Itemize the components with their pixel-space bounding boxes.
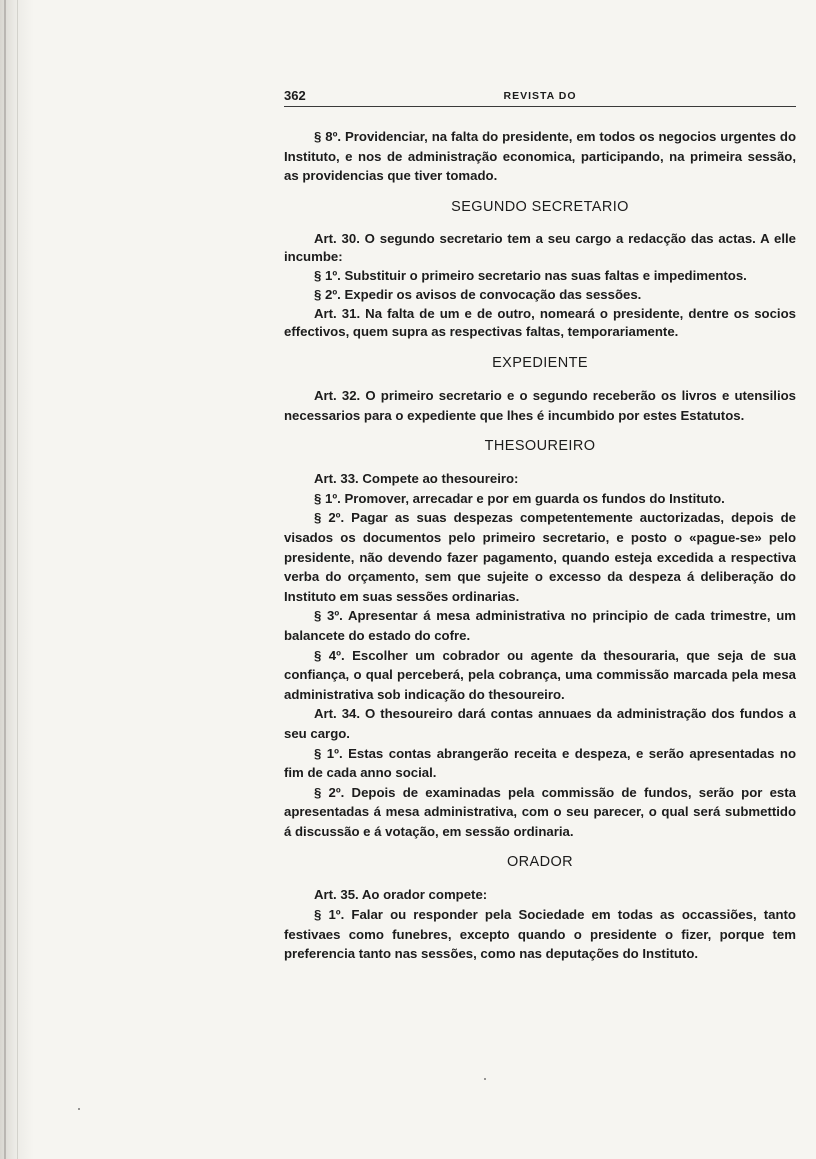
intro-paragraph: § 8º. Providenciar, na falta do presidente, em todos os negocios urgentes do Instituto, e nos de administração economica, participando, na primeira sessão, as providencias que tiver tomado. — [284, 129, 796, 184]
article-paragraph: § 1º. Estas contas abrangerão receita e despeza, e serão apresentadas no fim de cada anno social. — [284, 745, 796, 781]
article-paragraph: Art. 33. Compete ao thesoureiro: — [314, 471, 519, 487]
page-body — [284, 127, 796, 964]
article-paragraph: Art. 34. O thesoureiro dará contas annuaes da administração dos fundos a seu cargo. — [284, 706, 796, 741]
article-paragraph: § 2º. Depois de examinadas pela commissão de fundos, serão por esta apresentadas á mesa administrativa, com o seu parecer, o qual será submettido á discussão e á votação, em sessão ordinaria. — [284, 784, 796, 839]
article-paragraph: § 1º. Falar ou responder pela Sociedade em todas as occassiões, tanto festivaes como funebres, excepto quando o presidente o fizer, porque tem preferencia tanto nas sessões, como nas deputações do Instituto. — [284, 907, 796, 962]
article-paragraph: § 4º. Escolher um cobrador ou agente da thesouraria, que seja de sua confiança, o qual perceberá, pela cobrança, uma commissão marcada pela mesa administrativa sob indicação do thesoureiro. — [284, 647, 796, 702]
article-paragraph: Art. 30. O segundo secretario tem a seu cargo a redacção das actas. A elle incumbe: — [284, 230, 796, 265]
article-paragraph: § 2º. Expedir os avisos de convocação das sessões. — [314, 286, 642, 302]
article-paragraph: § 1º. Substituir o primeiro secretario nas suas faltas e impedimentos. — [314, 268, 747, 284]
section-title-expediente: EXPEDIENTE — [492, 355, 588, 371]
binding-shadow-line — [4, 0, 6, 1159]
section-title-thesoureiro: THESOUREIRO — [484, 438, 596, 455]
binding-fold-line — [17, 0, 18, 1159]
book-binding-edge — [0, 0, 34, 1159]
paper-speck — [78, 1108, 80, 1110]
article-paragraph: Art. 32. O primeiro secretario e o segundo receberão os livros e utensilios necessarios para o expediente que lhes é incumbido por estes Estatutos. — [284, 388, 796, 423]
article-paragraph: § 1º. Promover, arrecadar e por em guarda os fundos do Instituto. — [314, 490, 725, 506]
printed-page — [284, 86, 796, 964]
page-header — [284, 86, 796, 107]
section-title-segundo-secretario: SEGUNDO SECRETARIO — [451, 198, 629, 215]
article-paragraph: Art. 31. Na falta de um e de outro, nomeará o presidente, dentre os socios effectivos, quem supra as respectivas faltas, temporariamente. — [284, 305, 796, 340]
page-number: 362 — [284, 88, 306, 103]
article-paragraph: Art. 35. Ao orador compete: — [314, 887, 488, 903]
article-paragraph: § 2º. Pagar as suas despezas competentemente auctorizadas, depois de visados os documentos pelo primeiro secretario, e posto o «pague-se» pelo presidente, não devendo fazer pagamento, quando esteja excedida a respectiva verba do orçamento, sem que sujeite o excesso da despeza á deliberação do Instituto em suas sessões ordinarias. — [284, 510, 796, 604]
running-head: REVISTA DO — [503, 90, 577, 102]
section-title-orador: ORADOR — [506, 854, 574, 871]
article-paragraph: § 3º. Apresentar á mesa administrativa no principio de cada trimestre, um balancete do estado do cofre. — [284, 608, 796, 643]
paper-speck — [484, 1078, 486, 1080]
